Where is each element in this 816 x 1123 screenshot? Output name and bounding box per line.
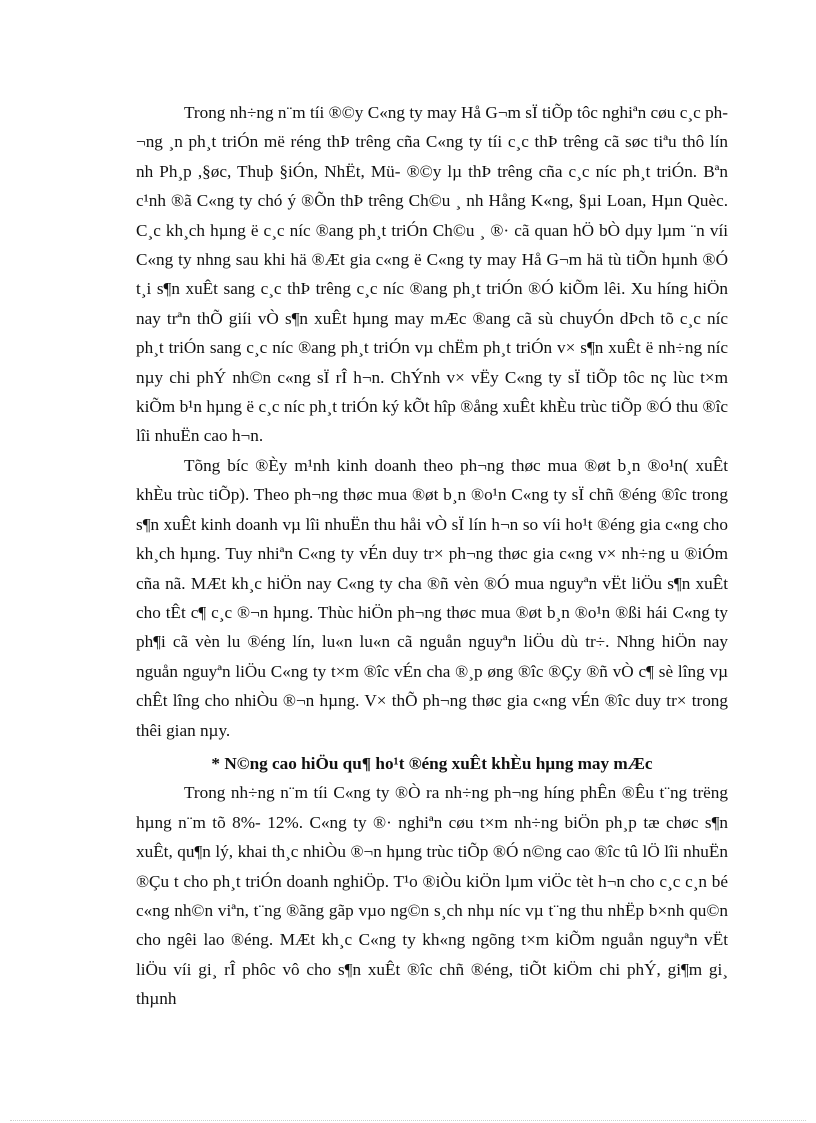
paragraph-3: Trong nh÷ng n¨m tíi C«ng ty ®Ò ra nh÷ng ph¬ng híng phÊn ®Êu t¨ng trëng hµng n¨m tõ 8%- 12%. C«ng ty ®· nghiªn cøu t×m nh÷ng biÖn ph¸p tæ chøc s¶n xuÊt, qu¶n lý, khai th¸c nhiÒu ®¬n hµng trùc tiÕp ®Ó n©ng cao ®îc tû lÖ lîi nhuËn ®Çu t cho ph¸t triÓn doanh nghiÖp. T¹o ®iÒu kiÖn lµm viÖc tèt h¬n cho c¸c c¸n bé c«ng nh©n viªn, t¨ng ®ãng gãp vµo ng©n s¸ch nhµ níc vµ t¨ng thu nhËp b×nh qu©n cho ngêi lao ®éng. MÆt kh¸c C«ng ty kh«ng ngõng t×m kiÕm nguån nguyªn vËt liÖu víi gi¸ rÎ phôc vô cho s¶n xuÊt ®îc chñ ®éng, tiÕt kiÖm chi phÝ, gi¶m gi¸ thµnh [136,783,728,1009]
section-heading: * N©ng cao hiÖu qu¶ ho¹t ®éng xuÊt khÈu hµng may mÆc [211,753,653,773]
document-body [136,98,728,1014]
paragraph-1: Trong nh÷ng n¨m tíi ®©y C«ng ty may Hå G¬m sÏ tiÕp tôc nghiªn cøu c¸c ph¬ng ¸n ph¸t triÓn më réng thÞ trêng cña C«ng ty tíi c¸c thÞ trêng cã søc tiªu thô lín nh Ph¸p ,§øc, Thuþ §iÓn, NhËt, Mü- ®©y lµ thÞ trêng cña c¸c níc ph¸t triÓn. Bªn c¹nh ®ã C«ng ty chó ý ®Õn thÞ trêng Ch©u ¸ nh Hång K«ng, §µi Loan, Hµn Quèc. C¸c kh¸ch hµng ë c¸c níc ®ang ph¸t triÓn Ch©u ¸ ®· cã quan hÖ bÒ dµy lµm ¨n víi C«ng ty nhng sau khi hä ®Æt gia c«ng ë C«ng ty may Hå G¬m hä tù tiÕn hµnh ®Ó t¸i s¶n xuÊt sang c¸c thÞ trêng c¸c níc ®ang ph¸t triÓn ®Ó kiÕm lêi. Xu híng hiÖn nay trªn thÕ giíi vÒ s¶n xuÊt hµng may mÆc ®ang cã sù chuyÓn dÞch tõ c¸c níc ph¸t triÓn sang c¸c níc ®ang ph¸t triÓn vµ chËm ph¸t triÓn v× s¶n xuÊt ë nh÷ng níc nµy chi phÝ nh©n c«ng sÏ rÎ h¬n. ChÝnh v× vËy C«ng ty sÏ tiÕp tôc nç lùc t×m kiÕm b¹n hµng ë c¸c níc ph¸t triÓn ký kÕt hîp ®ång xuÊt khÈu trùc tiÕp ®Ó thu ®îc lîi nhuËn cao h¬n. [136,103,728,446]
page-bottom-divider [10,1120,806,1121]
paragraph-2: Tõng bíc ®Èy m¹nh kinh doanh theo ph¬ng thøc mua ®øt b¸n ®o¹n( xuÊt khÈu trùc tiÕp). Theo ph¬ng thøc mua ®øt b¸n ®o¹n C«ng ty sÏ chñ ®éng ®îc trong s¶n xuÊt kinh doanh vµ lîi nhuËn thu håi vÒ sÏ lín h¬n so víi ho¹t ®éng gia c«ng cho kh¸ch hµng. Tuy nhiªn C«ng ty vÉn duy tr× ph¬ng thøc gia c«ng v× nh÷ng u ®iÓm cña nã. MÆt kh¸c hiÖn nay C«ng ty cha ®ñ vèn ®Ó mua nguyªn vËt liÖu s¶n xuÊt cho tÊt c¶ c¸c ®¬n hµng. Thùc hiÖn ph¬ng thøc mua ®øt b¸n ®o¹n ®ßi hái C«ng ty ph¶i cã vèn lu ®éng lín, lu«n lu«n cã nguån nguyªn liÖu dù tr÷. Nhng hiÖn nay nguån nguyªn liÖu C«ng ty t×m ®îc vÉn cha ®¸p øng ®îc ®Çy ®ñ vÒ c¶ sè lîng vµ chÊt lîng cho nhiÒu ®¬n hµng. V× thÕ ph¬ng thøc gia c«ng vÉn ®îc duy tr× trong thêi gian nµy. [136,455,728,740]
